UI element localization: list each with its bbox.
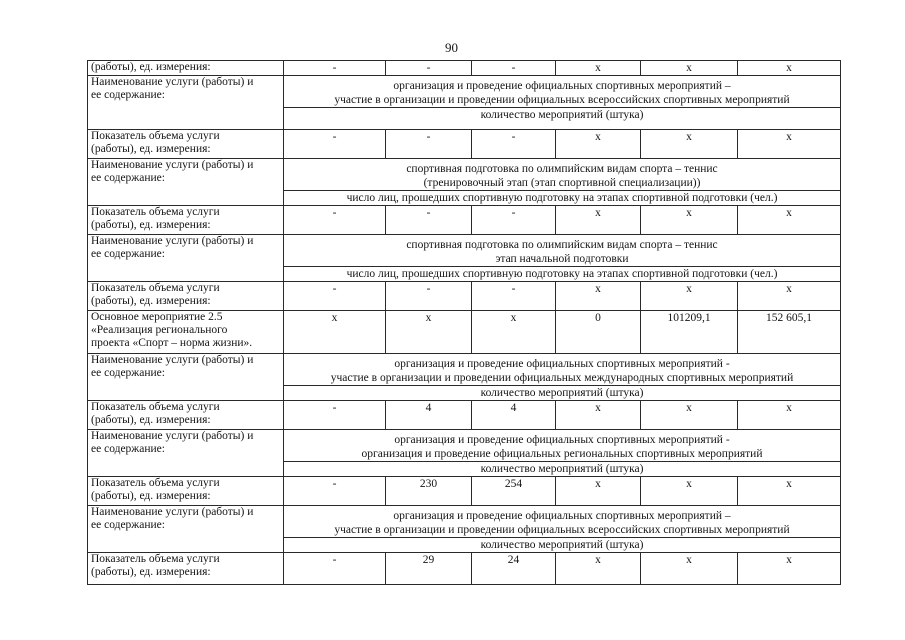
value-cell: -: [472, 206, 556, 235]
service-name-label-line: Наименование услуги (работы) и: [91, 159, 254, 171]
service-row: [88, 159, 841, 191]
page-number: 90: [445, 40, 458, 55]
value-cell: х: [386, 311, 472, 354]
service-row: [88, 235, 841, 267]
row-label: [88, 553, 284, 585]
value-cell: х: [738, 130, 841, 159]
service-name-label-line: Наименование услуги (работы) и: [91, 235, 254, 247]
service-name-label-line: Наименование услуги (работы) и: [91, 506, 254, 518]
service-name-label: [88, 159, 284, 206]
row-label-line: (работы), ед. измерения:: [91, 490, 211, 502]
service-description: [284, 430, 841, 462]
program-indicators-table: [87, 60, 841, 585]
service-name-label: [88, 76, 284, 130]
row-label-line: Показатель объема услуги: [91, 206, 220, 218]
service-name-label-line: ее содержание:: [91, 172, 165, 184]
row-label: [88, 477, 284, 506]
value-cell: х: [284, 311, 386, 354]
service-row: [88, 354, 841, 386]
unit-of-measure: количество мероприятий (штука): [284, 386, 841, 401]
row-label-line: Показатель объема услуги: [91, 477, 220, 489]
row-label-line: проекта «Спорт – норма жизни».: [91, 337, 253, 349]
value-cell: х: [556, 553, 641, 585]
service-description-line: участие в организации и проведении официальных всероссийских спортивных мероприятий: [334, 94, 790, 106]
row-label: [88, 401, 284, 430]
value-cell: 4: [386, 401, 472, 430]
service-name-label-line: Наименование услуги (работы) и: [91, 430, 254, 442]
service-description-line: организация и проведение официальных региональных спортивных мероприятий: [361, 448, 763, 460]
service-description-line: организация и проведение официальных спортивных мероприятий -: [394, 358, 730, 370]
value-cell: х: [641, 282, 738, 311]
indicator-row: [88, 130, 841, 159]
service-name-label-line: Наименование услуги (работы) и: [91, 76, 254, 88]
unit-of-measure: количество мероприятий (штука): [284, 108, 841, 130]
value-cell: х: [556, 130, 641, 159]
service-description: [284, 76, 841, 108]
value-cell: -: [386, 206, 472, 235]
unit-of-measure: количество мероприятий (штука): [284, 538, 841, 553]
service-description: [284, 235, 841, 267]
row-label: [88, 311, 284, 354]
service-description-line: этап начальной подготовки: [495, 253, 629, 265]
value-cell: х: [738, 61, 841, 76]
indicator-row: [88, 477, 841, 506]
service-name-label: [88, 354, 284, 401]
table-body: [88, 61, 841, 585]
service-description-line: (тренировочный этап (этап спортивной специализации)): [423, 177, 701, 189]
service-description-line: участие в организации и проведении официальных международных спортивных мероприятий: [330, 372, 794, 384]
row-label-line: (работы), ед. измерения:: [91, 143, 211, 155]
row-label-line: (работы), ед. измерения:: [91, 566, 211, 578]
service-name-label-line: ее содержание:: [91, 519, 165, 531]
service-description-line: организация и проведение официальных спортивных мероприятий –: [393, 80, 731, 92]
value-cell: 230: [386, 477, 472, 506]
service-name-label-line: Наименование услуги (работы) и: [91, 354, 254, 366]
service-name-label-line: ее содержание:: [91, 89, 165, 101]
value-cell: х: [641, 61, 738, 76]
value-cell: 0: [556, 311, 641, 354]
value-cell: х: [738, 206, 841, 235]
service-row: [88, 430, 841, 462]
value-cell: х: [641, 553, 738, 585]
value-cell: х: [641, 401, 738, 430]
value-cell: х: [641, 130, 738, 159]
value-cell: 24: [472, 553, 556, 585]
row-label-line: «Реализация регионального: [91, 324, 228, 336]
value-cell: -: [284, 206, 386, 235]
row-label: [88, 61, 284, 76]
row-label-line: Показатель объема услуги: [91, 553, 220, 565]
value-cell: х: [738, 401, 841, 430]
value-cell: 29: [386, 553, 472, 585]
value-cell: х: [556, 206, 641, 235]
service-row: [88, 76, 841, 108]
value-cell: х: [738, 553, 841, 585]
value-cell: х: [738, 477, 841, 506]
row-label-line: Показатель объема услуги: [91, 401, 220, 413]
row-label-line: (работы), ед. измерения:: [91, 295, 211, 307]
value-cell: -: [472, 130, 556, 159]
value-cell: х: [556, 477, 641, 506]
value-cell: х: [472, 311, 556, 354]
unit-of-measure: количество мероприятий (штука): [284, 462, 841, 477]
row-label-line: Основное мероприятие 2.5: [91, 311, 223, 323]
value-cell: х: [641, 206, 738, 235]
service-description-line: спортивная подготовка по олимпийским видам спорта – теннис: [406, 163, 718, 175]
value-cell: х: [556, 282, 641, 311]
service-name-label: [88, 506, 284, 553]
row-label-line: Показатель объема услуги: [91, 130, 220, 142]
indicator-row: [88, 282, 841, 311]
value-cell: х: [556, 401, 641, 430]
service-description-line: спортивная подготовка по олимпийским видам спорта – теннис: [406, 239, 718, 251]
service-name-label-line: ее содержание:: [91, 443, 165, 455]
row-label-line: (работы), ед. измерения:: [91, 414, 211, 426]
value-cell: -: [284, 130, 386, 159]
value-cell: 152 605,1: [738, 311, 841, 354]
value-cell: -: [386, 282, 472, 311]
row-label-line: Показатель объема услуги: [91, 282, 220, 294]
service-name-label: [88, 235, 284, 282]
value-cell: -: [284, 477, 386, 506]
indicator-row: [88, 553, 841, 585]
value-cell: -: [284, 61, 386, 76]
row-label: [88, 130, 284, 159]
indicator-row: [88, 61, 841, 76]
service-description-line: организация и проведение официальных спортивных мероприятий –: [393, 510, 731, 522]
value-cell: 101209,1: [641, 311, 738, 354]
unit-of-measure: число лиц, прошедших спортивную подготовку на этапах спортивной подготовки (чел.): [284, 191, 841, 206]
indicator-row: [88, 401, 841, 430]
service-description: [284, 159, 841, 191]
value-cell: х: [738, 282, 841, 311]
row-label: [88, 282, 284, 311]
row-label-line: (работы), ед. измерения:: [91, 219, 211, 231]
value-cell: х: [556, 61, 641, 76]
unit-of-measure: число лиц, прошедших спортивную подготовку на этапах спортивной подготовки (чел.): [284, 267, 841, 282]
value-cell: 4: [472, 401, 556, 430]
value-cell: -: [386, 61, 472, 76]
indicator-row: [88, 311, 841, 354]
value-cell: -: [284, 401, 386, 430]
indicator-row: [88, 206, 841, 235]
row-label-line: (работы), ед. измерения:: [91, 61, 211, 73]
service-description-line: участие в организации и проведении официальных всероссийских спортивных мероприятий: [334, 524, 790, 536]
value-cell: 254: [472, 477, 556, 506]
service-description: [284, 354, 841, 386]
service-name-label: [88, 430, 284, 477]
service-name-label-line: ее содержание:: [91, 367, 165, 379]
service-row: [88, 506, 841, 538]
value-cell: -: [284, 282, 386, 311]
service-name-label-line: ее содержание:: [91, 248, 165, 260]
row-label: [88, 206, 284, 235]
value-cell: -: [472, 282, 556, 311]
service-description: [284, 506, 841, 538]
value-cell: -: [386, 130, 472, 159]
value-cell: -: [472, 61, 556, 76]
value-cell: х: [641, 477, 738, 506]
service-description-line: организация и проведение официальных спортивных мероприятий -: [394, 434, 730, 446]
value-cell: -: [284, 553, 386, 585]
